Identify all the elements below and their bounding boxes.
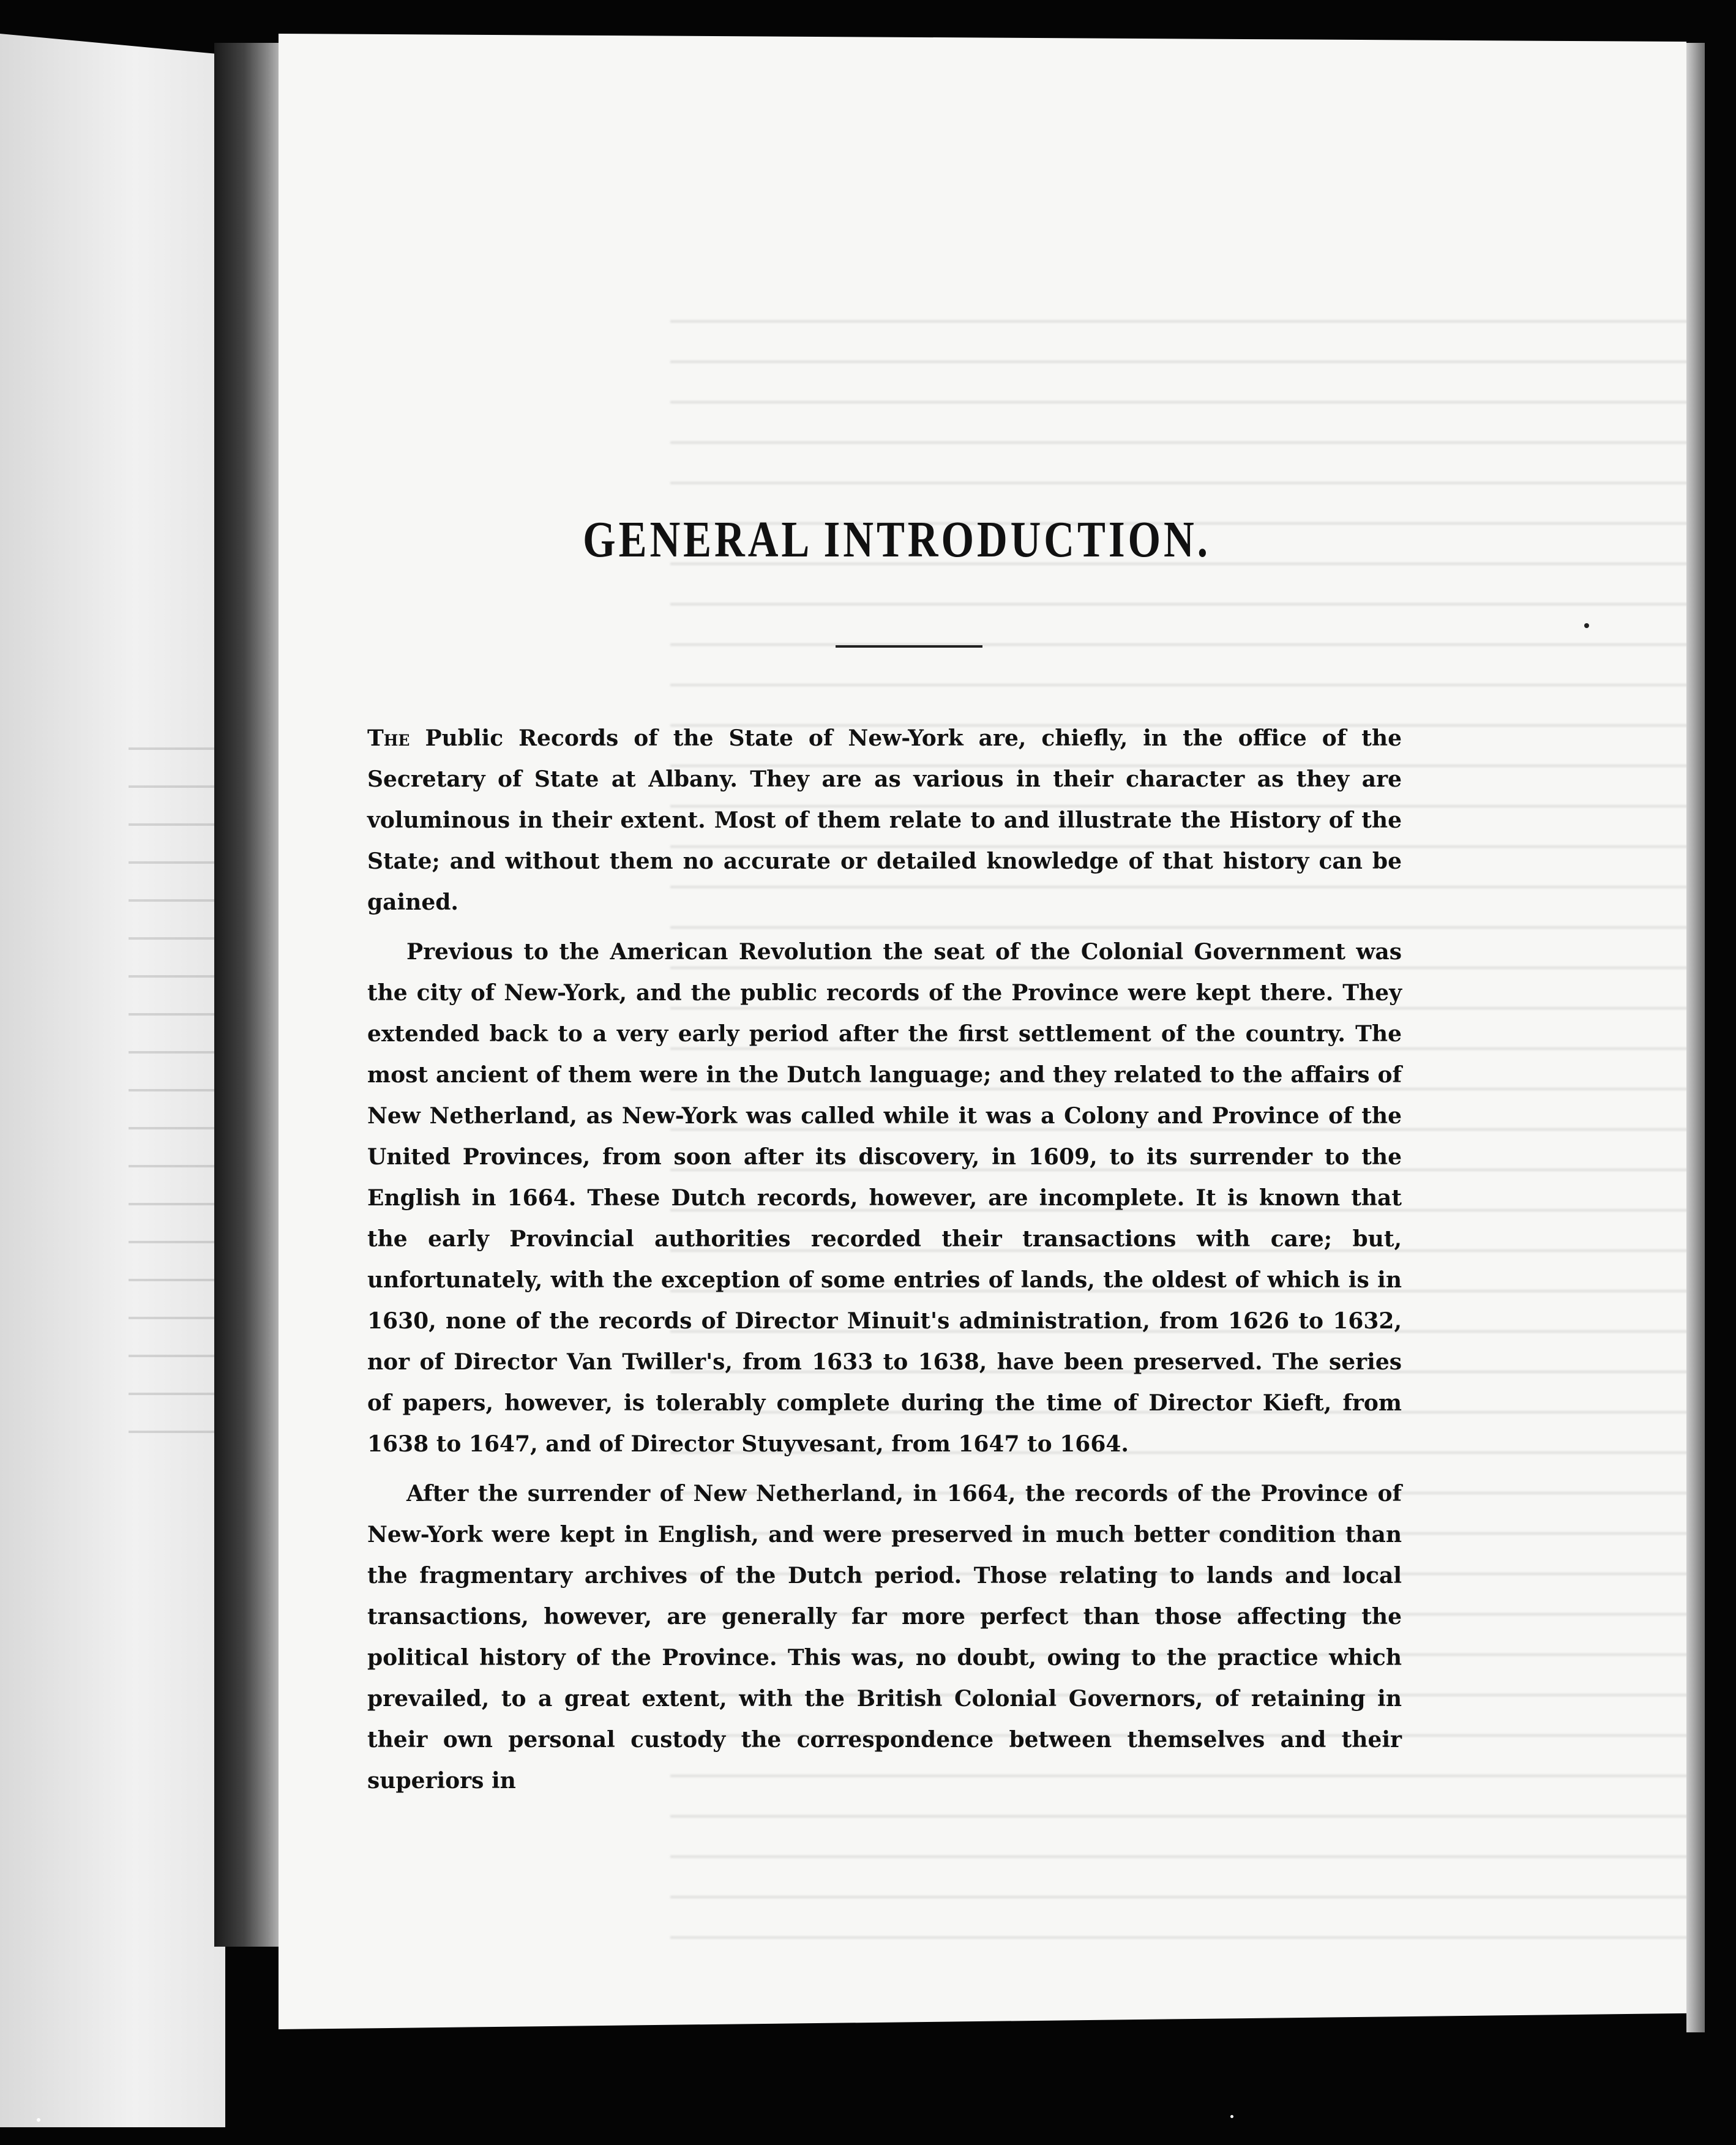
paragraph-1 xyxy=(367,718,1402,923)
dust-speck xyxy=(1230,2115,1233,2118)
facing-page-show-through xyxy=(129,725,214,1460)
paragraph-2 xyxy=(367,932,1402,1465)
binding-gutter-shadow xyxy=(214,43,282,1947)
paragraph-2-text: Previous to the American Revolution the seat of the Colonial Government was the city of New-York, and the public records of the Province were kept there. They extended back to a very early period after the first settlement of the country. The most ancient of them were in the Dutch language; and they related to the affairs of New Netherland, as New-York was called while it was a Colony and Province of the United Provinces, from soon after its discovery, in 1609, to its surrender to the English in 1664. These Dutch records, however, are incomplete. It is known that the early Provincial authorities recorded their transactions with care; but, unfortunately, with the exception of some entries of lands, the oldest of which is in 1630, none of the records of Director Minuit's administration, from 1626 to 1632, nor of Director Van Twiller's, from 1633 to 1638, have been preserved. The series of papers, however, is tolerably complete during the time of Director Kieft, from 1638 to 1647, and of Director Stuyvesant, from 1647 to 1664. xyxy=(367,939,1402,1457)
paragraph-3 xyxy=(367,1473,1402,1802)
body-text xyxy=(367,718,1402,1802)
page-edge-shadow xyxy=(1686,43,1705,2032)
paragraph-1-text: Public Records of the State of New-York are, chiefly, in the office of the Secretary of State at Albany. They are as various in their character as they are voluminous in their extent. Most of them relate to and illustrate the History of the State; and without them no accurate or detailed knowledge of that history can be gained. xyxy=(367,725,1402,915)
facing-page-edge xyxy=(0,34,225,2127)
dust-speck xyxy=(37,2118,40,2122)
page-title: GENERAL INTRODUCTION. xyxy=(583,511,1211,568)
paragraph-1-lead-word: The xyxy=(367,725,410,751)
dust-speck xyxy=(1584,623,1589,628)
title-divider-rule xyxy=(836,645,982,648)
paragraph-3-text: After the surrender of New Netherland, in 1664, the records of the Province of New-York were kept in English, and were preserved in much better condition than the fragmentary archives of the Dutch period. Those relating to lands and local transactions, however, are generally far more perfect than those affecting the political history of the Province. This was, no doubt, owing to the practice which prevailed, to a great extent, with the British Colonial Governors, of retaining in their own personal custody the correspondence between themselves and their superiors in xyxy=(367,1481,1402,1794)
page-content xyxy=(367,511,1402,1802)
